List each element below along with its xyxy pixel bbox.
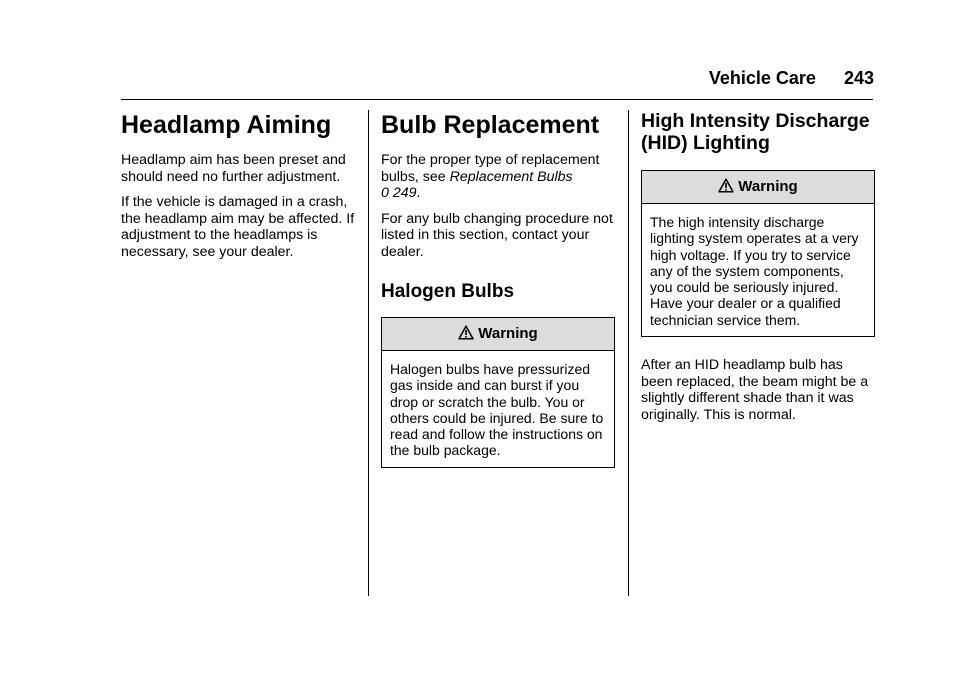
section-title: Vehicle Care: [708, 68, 816, 88]
warning-text: The high intensity discharge lighting system operates at a very high voltage. If you try to service any of the system components, you could be seriously injured. Have your dealer or a qualified technician service them.: [650, 214, 859, 328]
section-heading-hid-lighting: High Intensity Discharge (HID) Lighting: [641, 110, 870, 154]
header-rule: [121, 99, 873, 100]
paragraph-with-reference: [381, 152, 615, 202]
warning-header: [642, 171, 874, 204]
warning-box-hid: [641, 170, 875, 337]
paragraph: For any bulb changing procedure not listed in this section, contact your dealer.: [381, 210, 613, 260]
warning-label: Warning: [738, 178, 798, 195]
section-heading-headlamp-aiming: Headlamp Aiming: [121, 111, 332, 139]
cross-reference-page[interactable]: 249: [392, 185, 417, 201]
cross-reference-link[interactable]: Replacement Bulbs: [449, 168, 573, 185]
page-number: 243: [843, 68, 874, 88]
warning-text: Halogen bulbs have pressurized gas inside and can burst if you drop or scratch the bulb. You or others could be injured. Be sure to read and follow the instructions on the bulb package.: [390, 361, 604, 459]
column-hid-lighting: [641, 110, 875, 432]
paragraph: If the vehicle is damaged in a crash, the headlamp aim may be affected. If adjustment to the headlamps is necessary, see your dealer.: [121, 194, 355, 260]
warning-icon: [458, 325, 474, 340]
page-ref-arrow: 0: [381, 185, 389, 201]
warning-header: [382, 318, 614, 351]
paragraph-end: .: [416, 185, 421, 201]
warning-box-halogen: [381, 317, 615, 468]
page-header: [709, 68, 874, 89]
warning-label: Warning: [478, 325, 538, 342]
column-divider-left: [368, 110, 369, 596]
column-divider-right: [628, 110, 629, 596]
paragraph-text: For the proper type of replacement bulbs, see: [381, 152, 600, 185]
paragraph: After an HID headlamp bulb has been replaced, the beam might be a slightly different shade than it was originally. This is normal.: [641, 357, 869, 423]
warning-icon: [718, 178, 734, 193]
subsection-heading-halogen-bulbs: Halogen Bulbs: [381, 281, 515, 302]
paragraph: Headlamp aim has been preset and should need no further adjustment.: [121, 152, 346, 185]
column-bulb-replacement: [381, 110, 615, 468]
column-headlamp-aiming: [121, 110, 357, 269]
section-heading-bulb-replacement: Bulb Replacement: [381, 111, 600, 139]
